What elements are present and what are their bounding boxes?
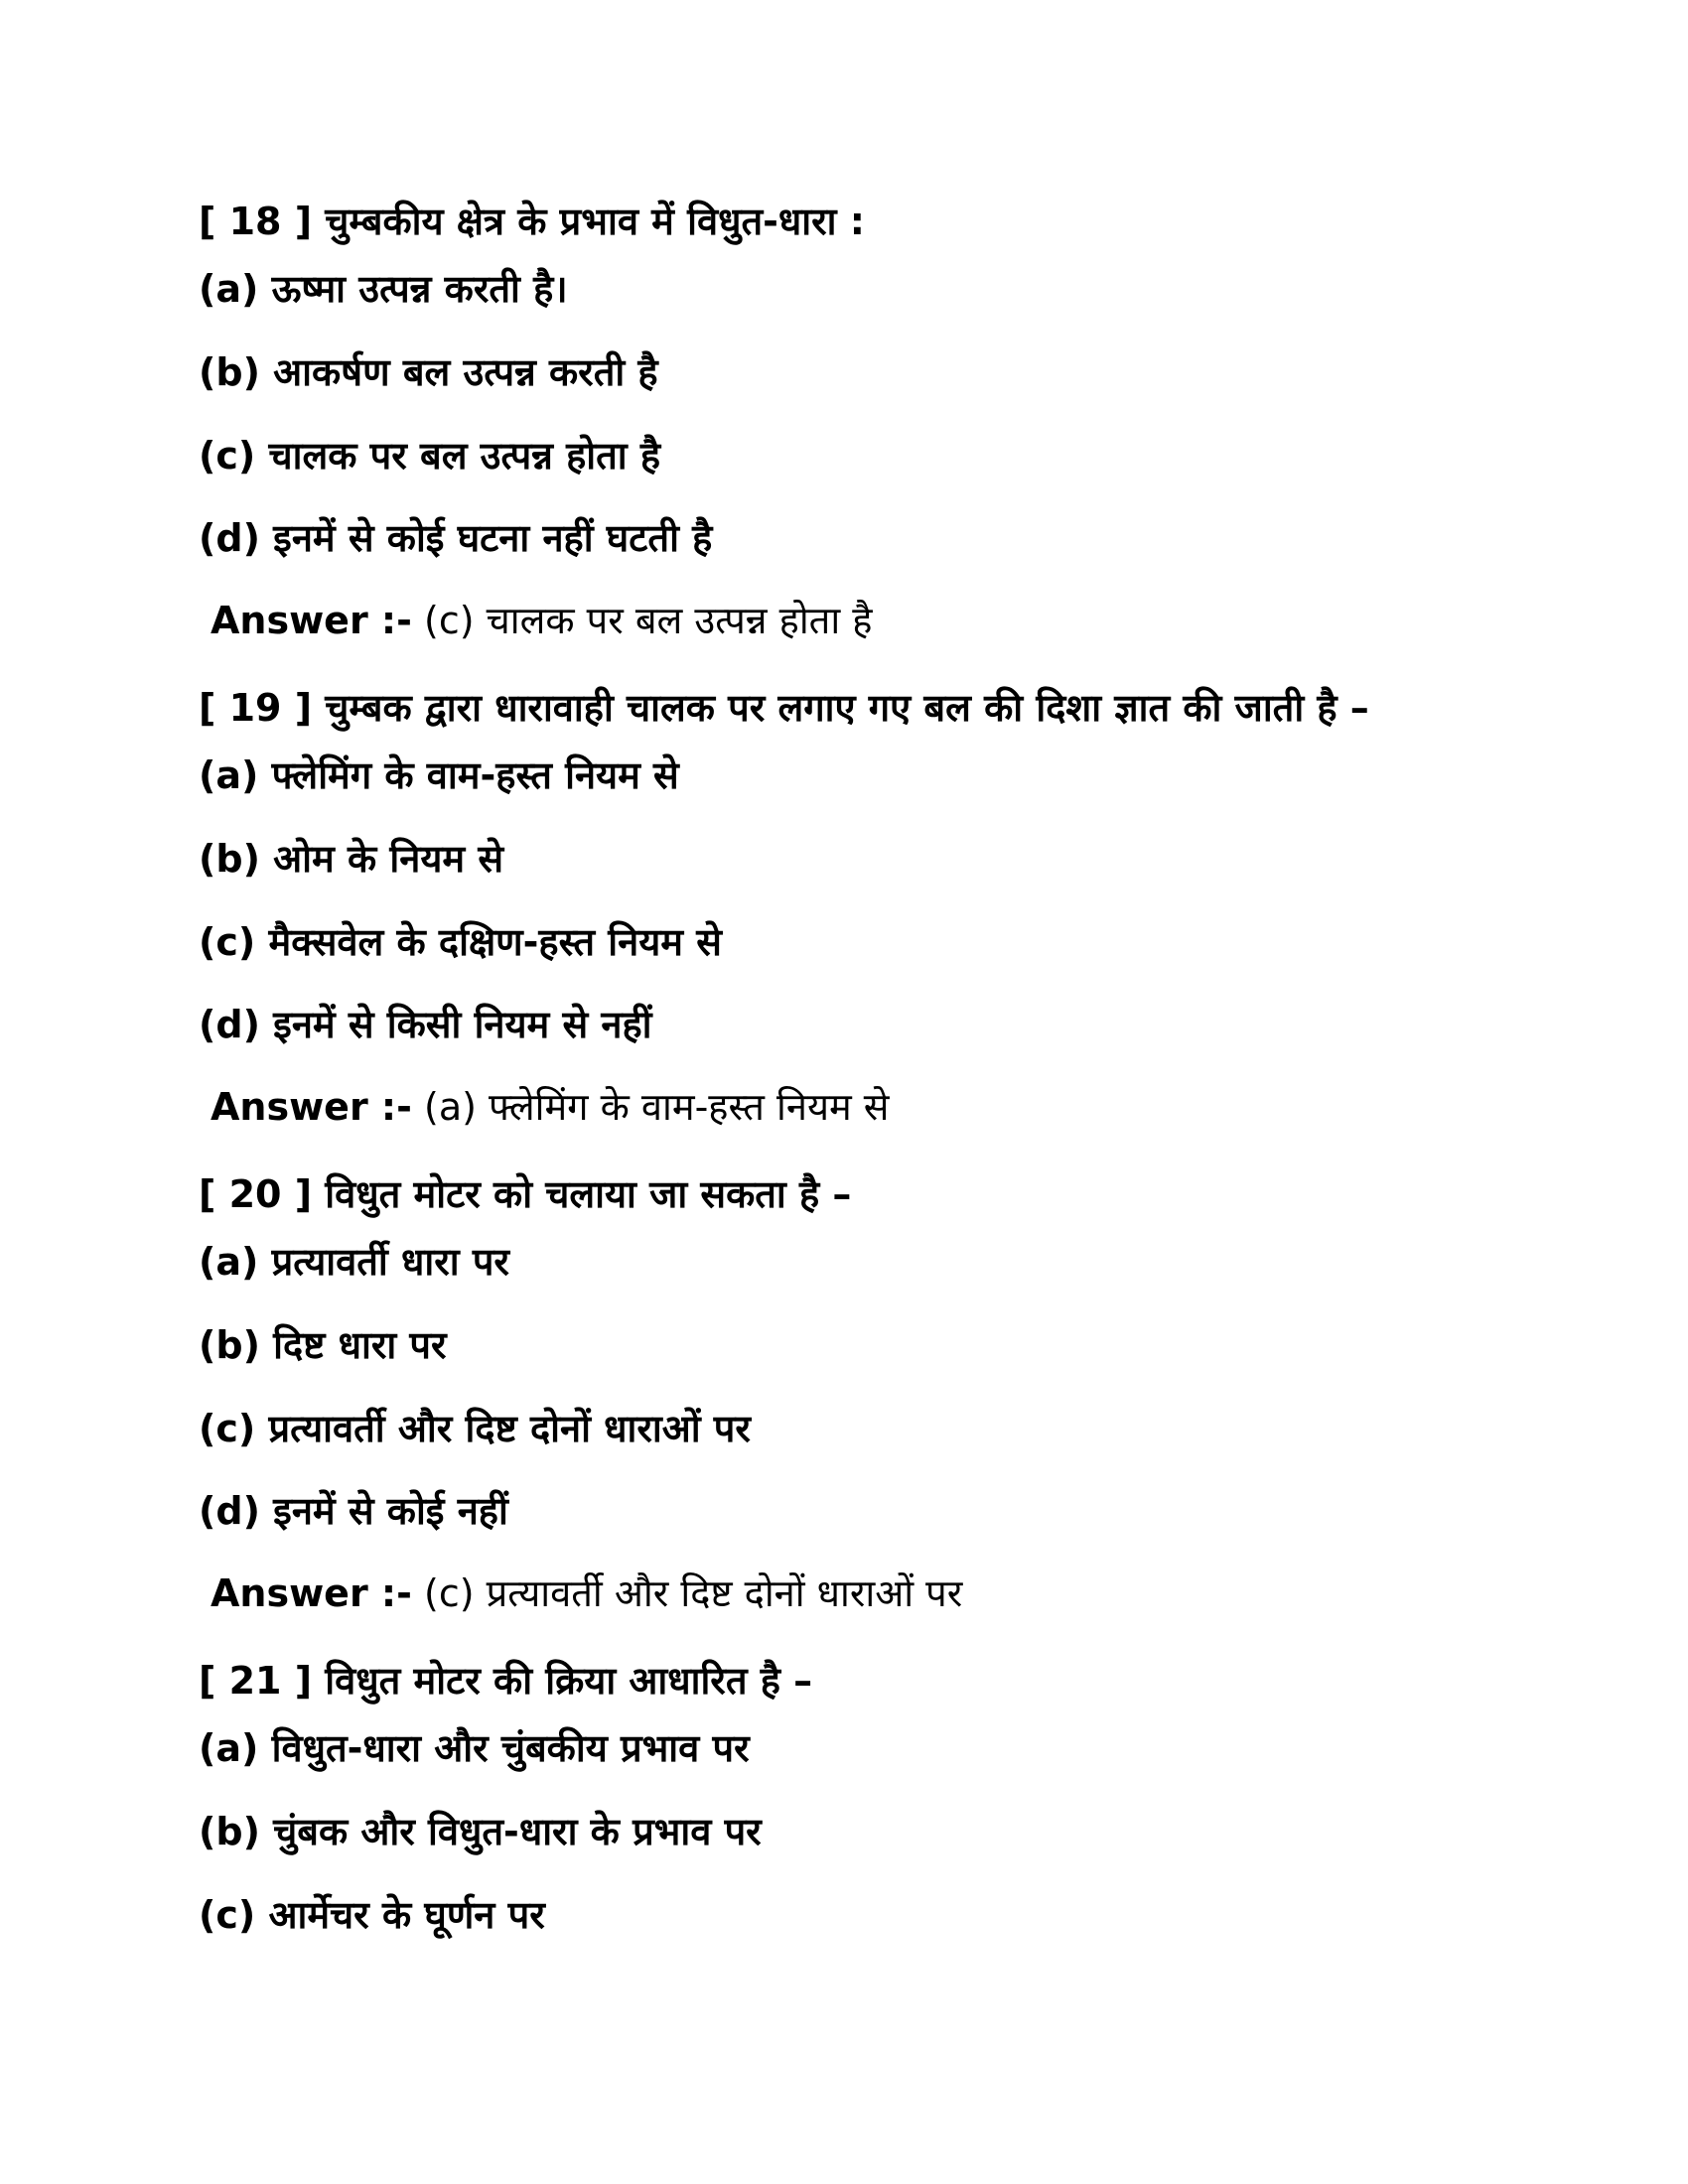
- question-19-option-c: (c) मैक्सवेल के दक्षिण-हस्त नियम से: [199, 920, 722, 964]
- answer-label: Answer :-: [211, 1085, 412, 1129]
- answer-label: Answer :-: [211, 1571, 412, 1615]
- question-21-option-b: (b) चुंबक और विधुत-धारा के प्रभाव पर: [199, 1810, 762, 1853]
- question-20-text: [ 20 ] विधुत मोटर को चलाया जा सकता है –: [199, 1172, 852, 1216]
- question-19-text: [ 19 ] चुम्बक द्वारा धारावाही चालक पर लगाए गए बल की दिशा ज्ञात की जाती है –: [199, 686, 1369, 730]
- question-18-option-c: (c) चालक पर बल उत्पन्न होता है: [199, 434, 661, 478]
- question-21-option-c: (c) आर्मेचर के घूर्णन पर: [199, 1893, 545, 1937]
- question-19-option-d: (d) इनमें से किसी नियम से नहीं: [199, 1003, 652, 1046]
- question-20-option-b: (b) दिष्ट धारा पर: [199, 1323, 447, 1367]
- question-21-option-a: (a) विधुत-धारा और चुंबकीय प्रभाव पर: [199, 1726, 750, 1770]
- question-18-answer: [211, 596, 872, 645]
- answer-text: (c) चालक पर बल उत्पन्न होता है: [424, 599, 873, 642]
- question-19-option-b: (b) ओम के नियम से: [199, 837, 504, 881]
- question-18-option-a: (a) ऊष्मा उत्पन्न करती है।: [199, 267, 568, 311]
- question-18-text: [ 18 ] चुम्बकीय क्षेत्र के प्रभाव में विधुत-धारा :: [199, 200, 865, 243]
- answer-text: (a) फ्लेमिंग के वाम-हस्त नियम से: [424, 1085, 890, 1129]
- answer-text: (c) प्रत्यावर्ती और दिष्ट दोनों धाराओं पर: [424, 1571, 963, 1615]
- question-19-option-a: (a) फ्लेमिंग के वाम-हस्त नियम से: [199, 753, 679, 797]
- question-19-answer: [211, 1082, 889, 1132]
- question-20-answer: [211, 1569, 962, 1618]
- question-20-option-c: (c) प्रत्यावर्ती और दिष्ट दोनों धाराओं पर: [199, 1407, 751, 1450]
- answer-label: Answer :-: [211, 599, 412, 642]
- question-18-option-b: (b) आकर्षण बल उत्पन्न करती है: [199, 350, 658, 394]
- question-20-option-d: (d) इनमें से कोई नहीं: [199, 1489, 508, 1533]
- question-20-option-a: (a) प्रत्यावर्ती धारा पर: [199, 1240, 509, 1284]
- question-18-option-d: (d) इनमें से कोई घटना नहीं घटती है: [199, 516, 713, 560]
- question-21-text: [ 21 ] विधुत मोटर की क्रिया आधारित है –: [199, 1659, 813, 1703]
